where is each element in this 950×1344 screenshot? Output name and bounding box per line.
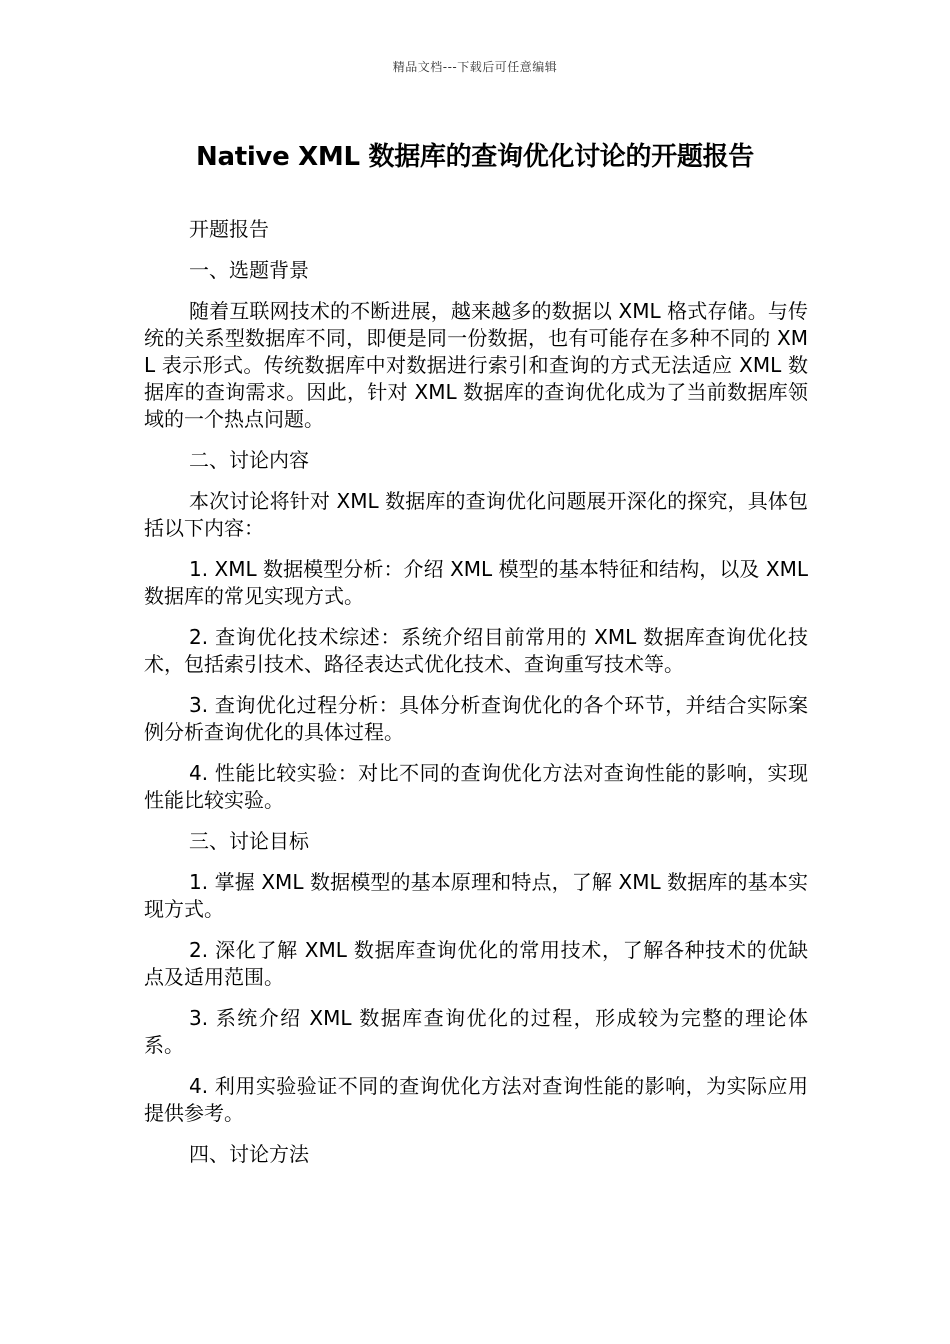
report-label: 开题报告	[189, 217, 269, 241]
document-body	[144, 216, 808, 1182]
content-item-2: 2. 查询优化技术综述：系统介绍目前常用的 XML 数据库查询优化技术，包括索引技术、路径表达式优化技术、查询重写技术等。	[144, 625, 808, 676]
section-heading-background: 一、选题背景	[189, 258, 309, 282]
goal-item-2: 2. 深化了解 XML 数据库查询优化的常用技术，了解各种技术的优缺点及适用范围。	[144, 938, 808, 989]
section-heading-content: 二、讨论内容	[189, 448, 309, 472]
background-paragraph: 随着互联网技术的不断进展，越来越多的数据以 XML 格式存储。与传统的关系型数据库不同，即便是同一份数据，也有可能存在多种不同的 XML 表示形式。传统数据库中对数据进行索引和查询的方式无法适应 XML 数据库的查询需求。因此，针对 XML 数据库的查询优化成为了当前数据库领域的一个热点问题。	[144, 299, 808, 431]
goal-item-1: 1. 掌握 XML 数据模型的基本原理和特点，了解 XML 数据库的基本实现方式。	[144, 870, 808, 921]
section-heading-methods: 四、讨论方法	[189, 1142, 309, 1166]
section-heading-goals: 三、讨论目标	[189, 829, 309, 853]
goal-item-3: 3. 系统介绍 XML 数据库查询优化的过程，形成较为完整的理论体系。	[144, 1006, 808, 1057]
document-title: Native XML 数据库的查询优化讨论的开题报告	[195, 142, 755, 172]
content-item-4: 4. 性能比较实验：对比不同的查询优化方法对查询性能的影响，实现性能比较实验。	[144, 761, 808, 812]
content-item-3: 3. 查询优化过程分析：具体分析查询优化的各个环节，并结合实际案例分析查询优化的具体过程。	[144, 693, 808, 744]
header-watermark: 精品文档---下载后可任意编辑	[392, 60, 558, 74]
content-item-1: 1. XML 数据模型分析：介绍 XML 模型的基本特征和结构，以及 XML 数据库的常见实现方式。	[144, 557, 808, 608]
content-intro-paragraph: 本次讨论将针对 XML 数据库的查询优化问题展开深化的探究，具体包括以下内容：	[144, 489, 808, 540]
goal-item-4: 4. 利用实验验证不同的查询优化方法对查询性能的影响，为实际应用提供参考。	[144, 1074, 808, 1125]
